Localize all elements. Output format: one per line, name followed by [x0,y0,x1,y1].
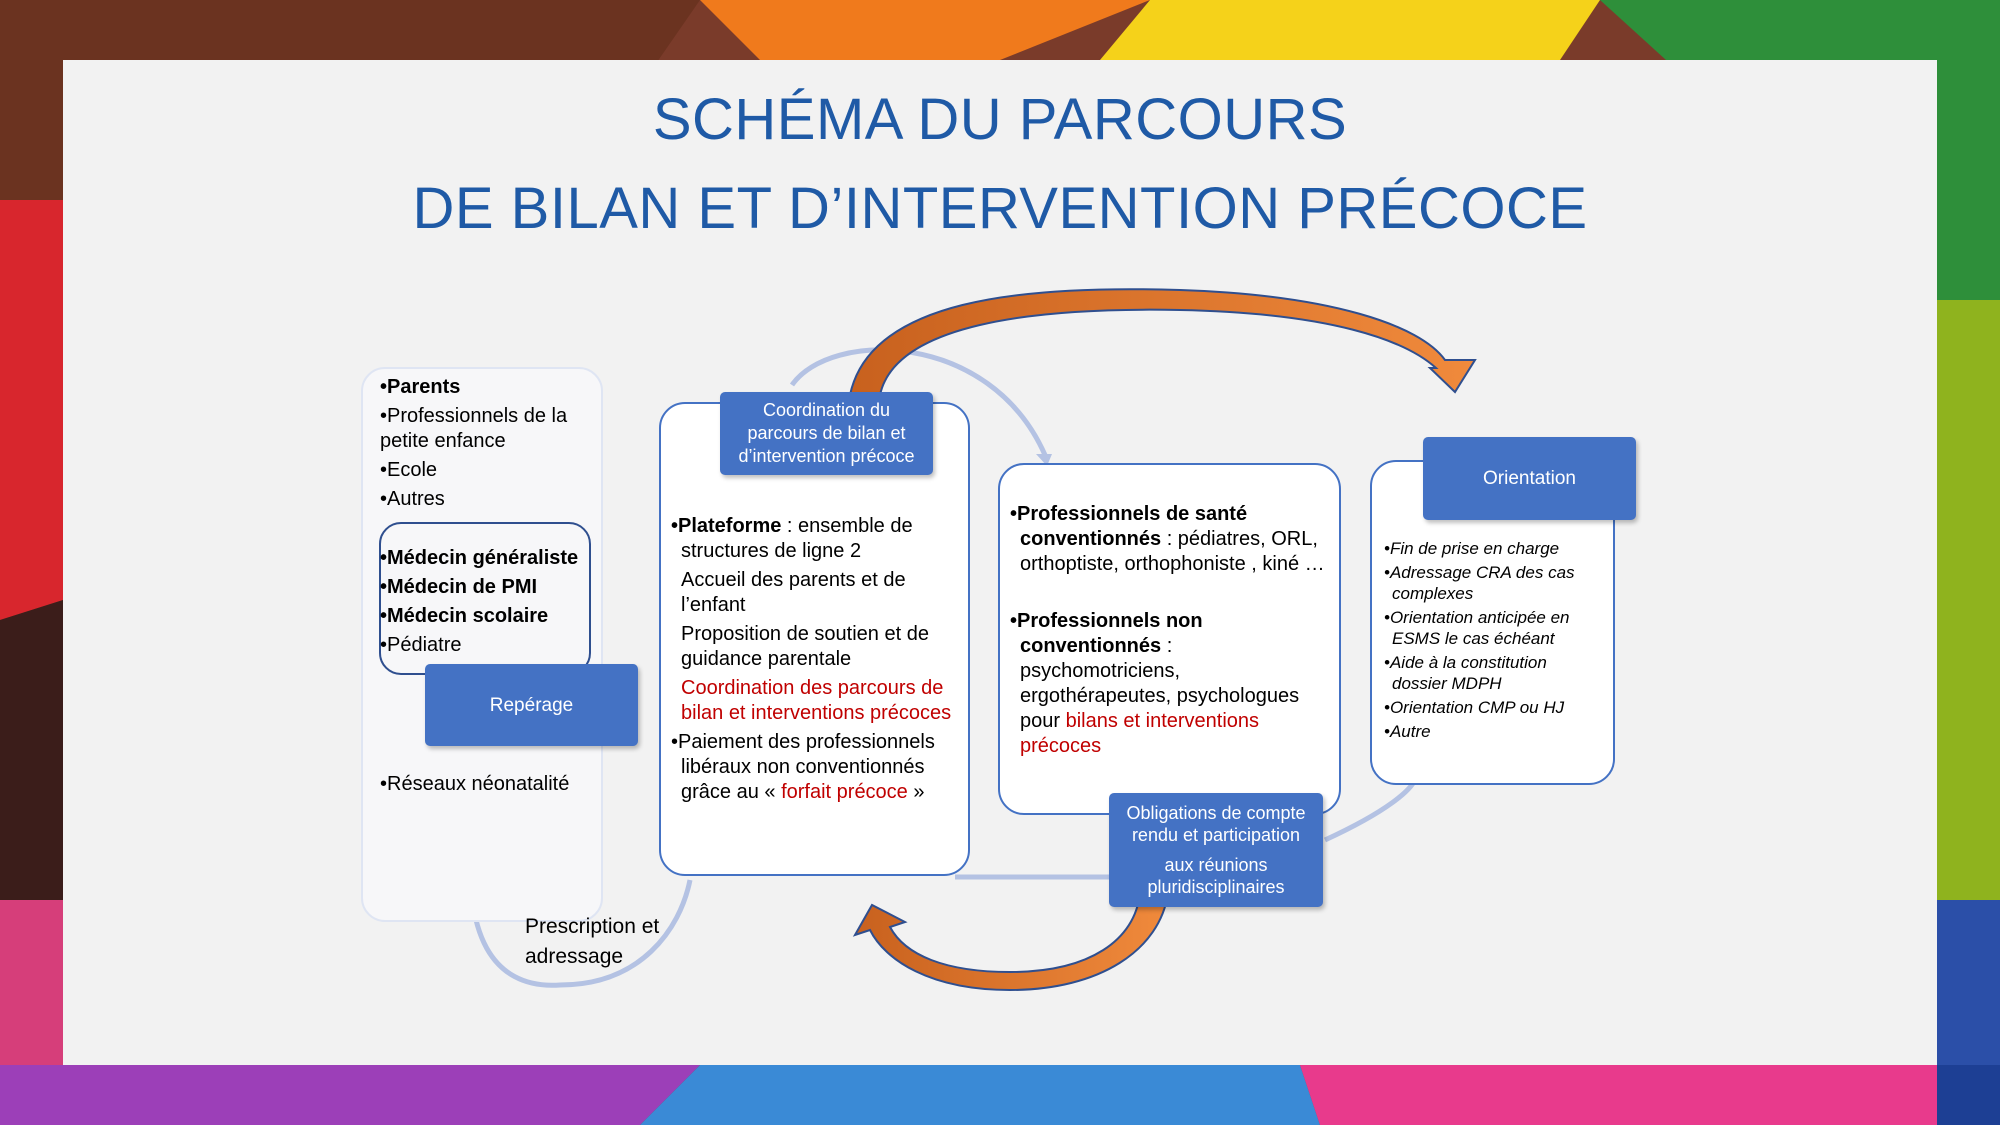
plateforme-bold: •Plateforme [671,515,782,537]
doctor-scolaire: •Médecin scolaire [380,605,549,627]
reperage-label-box [425,664,638,746]
prescription-line-1: Prescription et [525,915,660,938]
orientation-item-6: •Autre [1384,722,1431,741]
conv-rest: : pédiatres, ORL, orthoptiste, orthophoniste , kiné … [1020,528,1325,575]
obligations-line-2: aux réunions pluridisciplinaires [1147,855,1285,897]
reperage-item-others: •Autres [380,488,445,510]
doctors-list [380,546,600,658]
coordination-plateforme [671,514,966,564]
forfait-precoce: forfait précoce [781,781,908,803]
professionnels-content [1010,502,1335,759]
doctor-pediatre: •Pédiatre [380,634,462,656]
coordination-label: Coordination du parcours de bilan et d’intervention précoce [738,400,915,466]
prescription-line-2: adressage [525,945,624,968]
paiement-start: •Paiement des professionnels libéraux non conventionnés grâce au « [671,731,935,803]
title-line-2: DE BILAN ET D’INTERVENTION PRÉCOCE [412,176,1588,241]
reperage-list [380,375,600,512]
reseaux-neonatalite: •Réseaux néonatalité [380,773,570,795]
coordination-accueil: Accueil des parents et de l’enfant [681,569,906,616]
orientation-item-2: •Adressage CRA des cas complexes [1384,563,1575,603]
orientation-label-box [1423,437,1636,520]
orientation-item-1: •Fin de prise en charge [1384,539,1560,558]
plateforme-rest: : ensemble de structures de ligne 2 [681,515,913,562]
prescription-label [525,912,659,972]
reperage-label: Repérage [489,694,574,716]
orientation-item-5: •Orientation CMP ou HJ [1384,698,1565,717]
professionnels-non-conventionnes [1010,609,1335,759]
title-line-1: SCHÉMA DU PARCOURS [652,87,1348,152]
reperage-item-professionals: •Professionnels de la petite enfance [380,405,568,452]
doctor-pmi: •Médecin de PMI [380,576,538,598]
paiement-end: » [907,781,925,803]
orange-arrow-bottom [855,893,1168,990]
coordination-soutien: Proposition de soutien et de guidance parentale [681,623,929,670]
orange-arrow-top [850,289,1475,395]
nonconv-red: bilans et interventions précoces [1020,710,1260,757]
orientation-label: Orientation [1483,468,1576,489]
nonconv-rest: : psychomotriciens, ergothérapeutes, psychologues pour [1020,635,1300,732]
coordination-label-box [720,392,933,475]
orientation-item-3: •Orientation anticipée en ESMS le cas échéant [1384,608,1570,648]
orientation-list [1380,538,1605,742]
coordination-content [671,514,966,805]
obligations-line-1: Obligations de compte rendu et participation [1126,803,1306,845]
coordination-paiement [671,730,966,805]
conv-bold: •Professionnels de santé conventionnés [1010,503,1248,550]
nonconv-bold: •Professionnels non conventionnés [1010,610,1203,657]
reperage-item-parents: •Parents [380,376,461,398]
professionnels-conventionnes [1010,502,1335,577]
coordination-parcours-red: Coordination des parcours de bilan et interventions précoces [681,677,952,724]
orientation-item-4: •Aide à la constitution dossier MDPH [1384,653,1547,693]
reperage-item-school: •Ecole [380,459,438,481]
obligations-box [1109,793,1323,907]
doctor-generaliste: •Médecin généraliste [380,547,579,569]
